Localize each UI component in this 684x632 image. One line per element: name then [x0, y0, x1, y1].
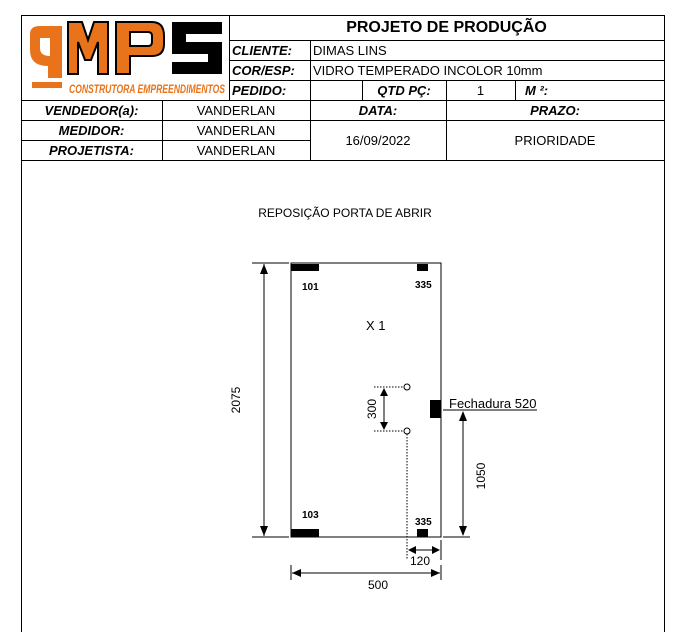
hole-bottom	[404, 428, 410, 434]
hole-top	[404, 384, 410, 390]
medidor-value: VANDERLAN	[196, 122, 276, 138]
vendedor-label: VENDEDOR(a):	[44, 102, 139, 118]
pedido-label: PEDIDO:	[232, 82, 287, 98]
hw-bottom-right-label: 335	[415, 517, 432, 528]
hw-top-left-label: 101	[302, 282, 319, 293]
height-dim: 2075	[229, 386, 243, 414]
pivot-top-right	[417, 264, 428, 271]
m2-label: M ²:	[525, 82, 549, 98]
lock-block	[430, 400, 441, 418]
prazo-label: PRAZO:	[530, 102, 580, 118]
cor-label: COR/ESP:	[232, 62, 295, 78]
projetista-value: VANDERLAN	[196, 142, 276, 158]
width-dim: 500	[367, 578, 389, 592]
cor-value: VIDRO TEMPERADO INCOLOR 10mm	[313, 62, 543, 78]
drawing-caption: REPOSIÇÃO PORTA DE ABRIR	[258, 206, 432, 220]
cliente-value: DIMAS LINS	[313, 42, 387, 58]
cliente-label: CLIENTE:	[232, 42, 292, 58]
data-value: 16/09/2022	[345, 132, 411, 148]
hw-bottom-left-label: 103	[302, 510, 319, 521]
hole-spacing-dim: 300	[365, 398, 379, 420]
lock-label: Fechadura 520	[449, 396, 537, 411]
lock-height-dim: 1050	[474, 462, 488, 490]
data-label: DATA:	[358, 102, 398, 118]
quantity-mark: X 1	[366, 318, 386, 333]
hinge-bottom-left	[291, 529, 319, 537]
vendedor-value: VANDERLAN	[196, 102, 276, 118]
hinge-top-left	[291, 264, 319, 271]
page-title: PROJETO DE PRODUÇÃO	[346, 18, 547, 36]
logo-subtitle: CONSTRUTORA EMPREENDIMENTOS	[69, 82, 225, 96]
pivot-bottom-right	[417, 529, 428, 537]
qtd-label: QTD PÇ:	[377, 82, 431, 98]
medidor-label: MEDIDOR:	[58, 122, 125, 138]
prazo-value: PRIORIDADE	[514, 132, 596, 148]
qtd-value: 1	[476, 82, 485, 98]
hole-offset-dim: 120	[409, 554, 431, 568]
projetista-label: PROJETISTA:	[49, 142, 134, 158]
hw-top-right-label: 335	[415, 280, 432, 291]
